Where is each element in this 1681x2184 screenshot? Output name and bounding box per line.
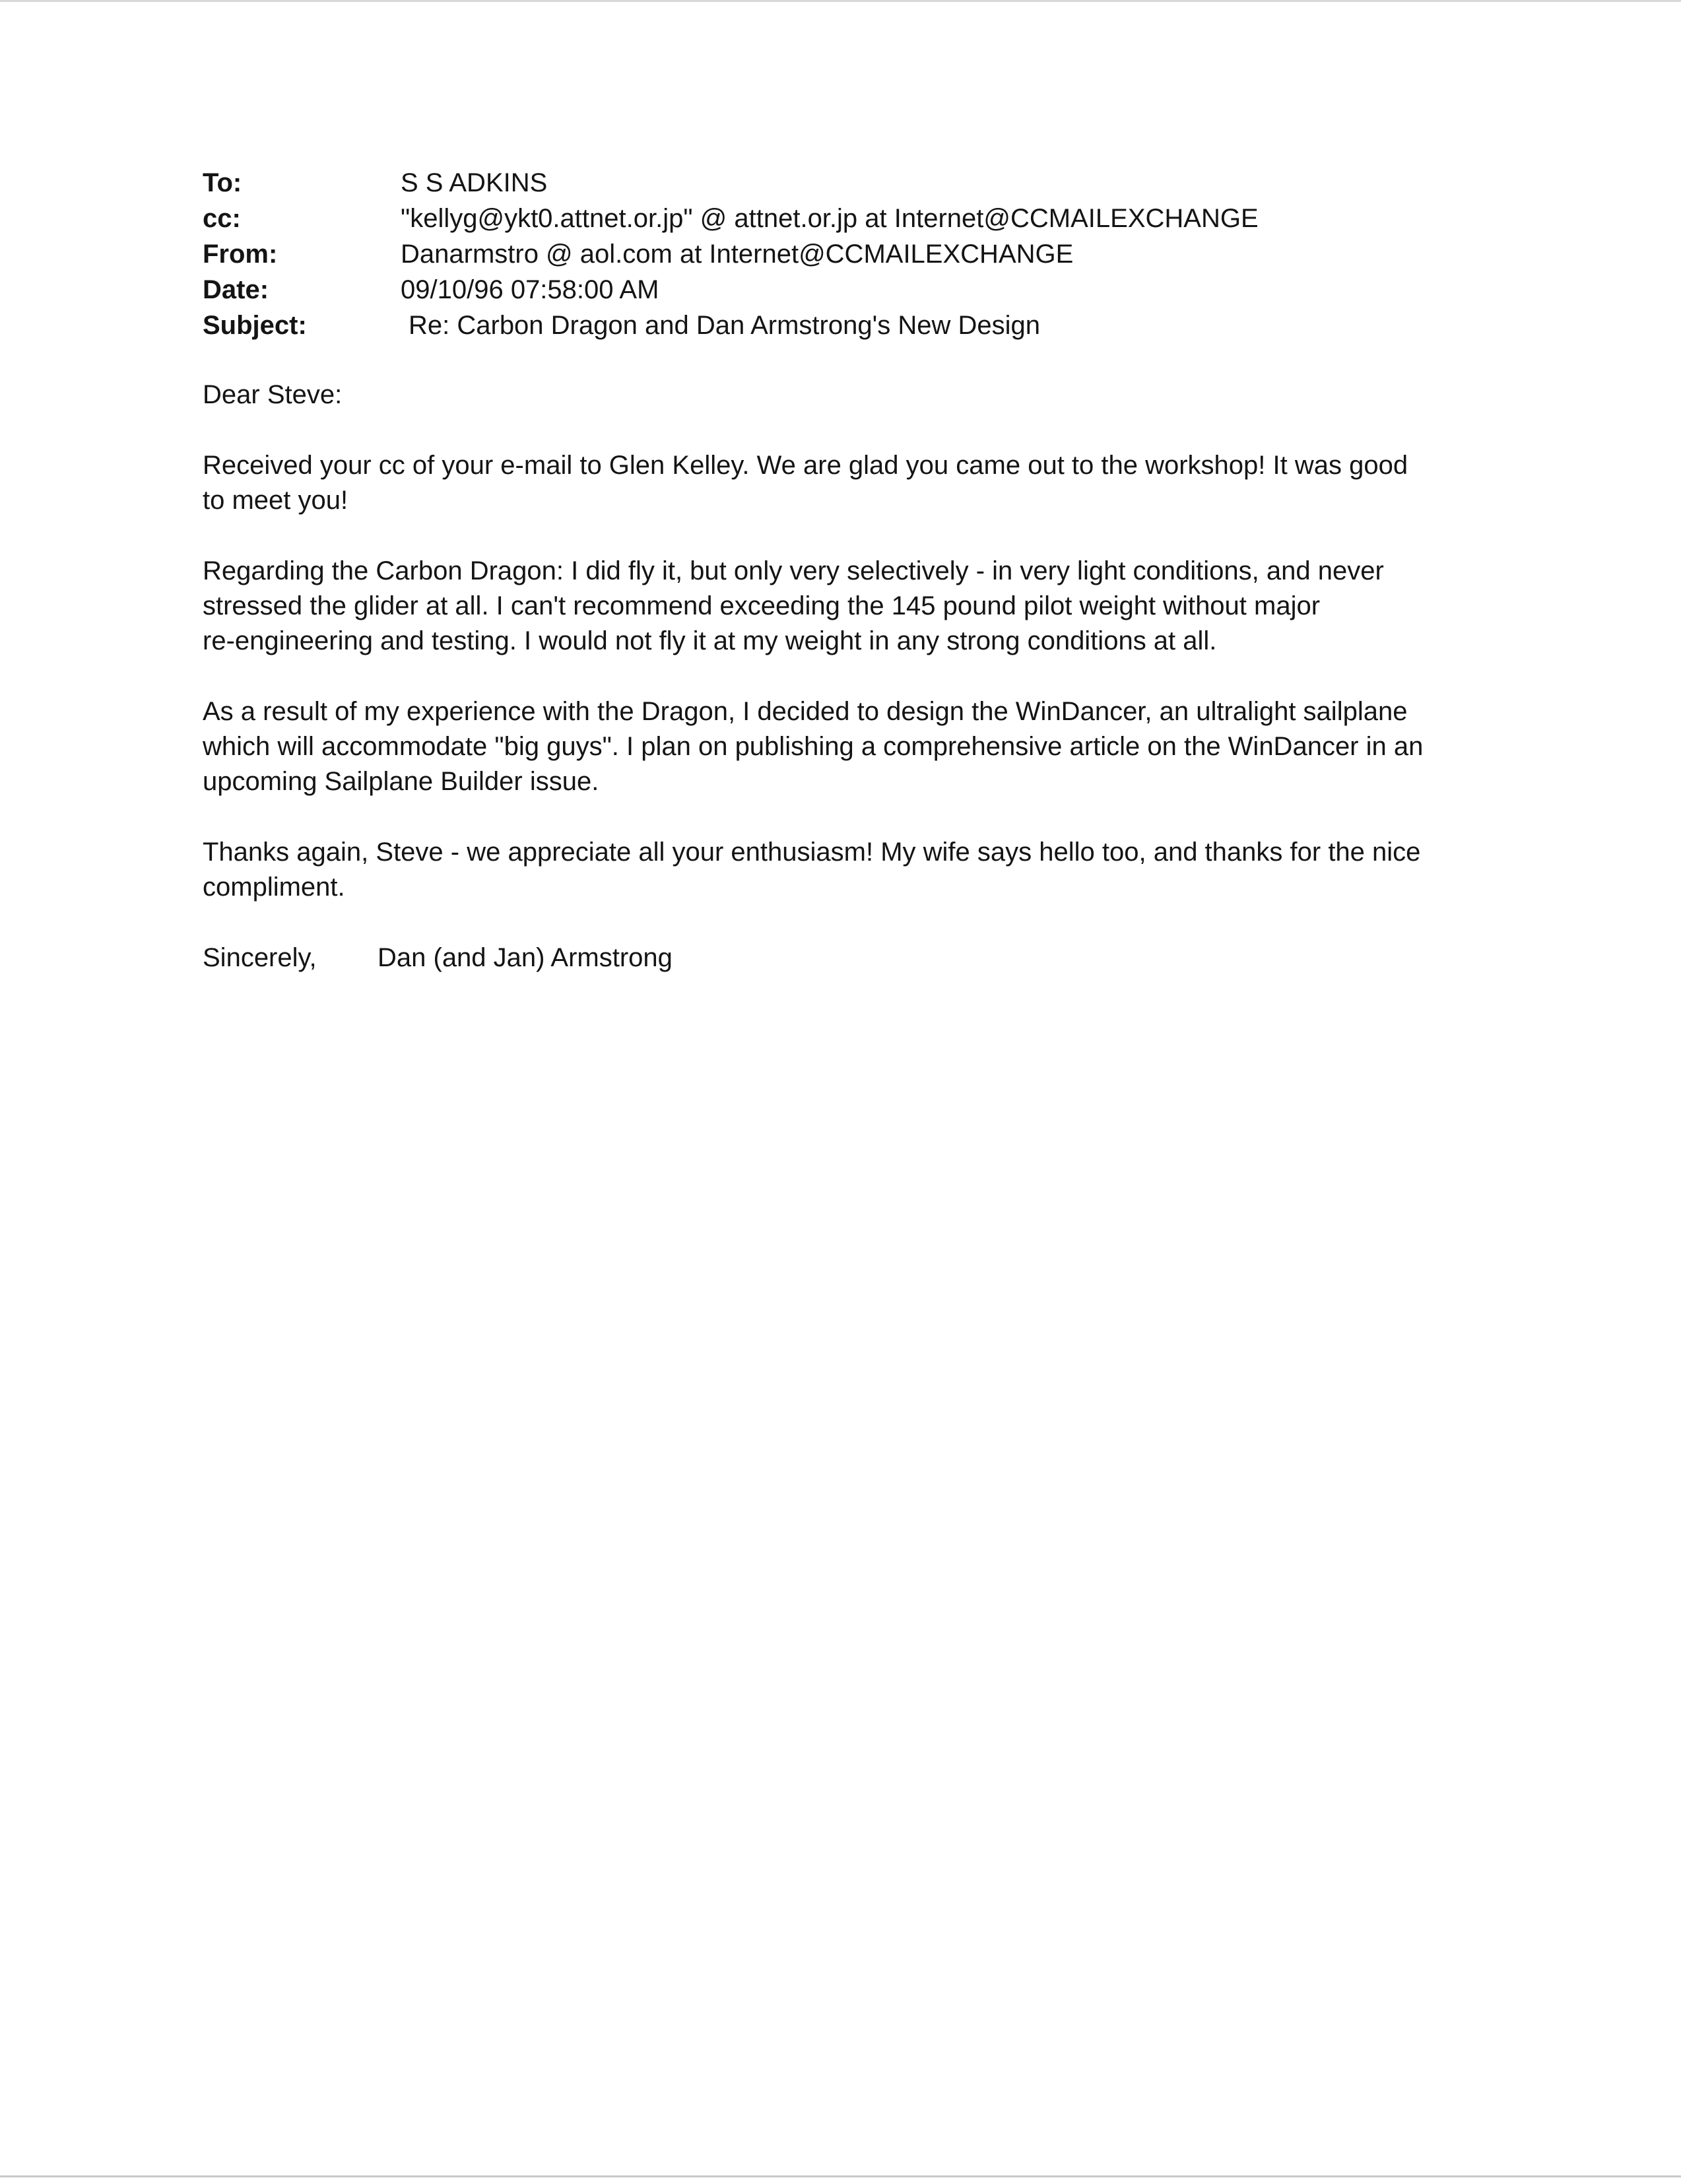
date-label: Date: — [203, 275, 269, 304]
from-value: Danarmstro @ aol.com at Internet@CCMAILEXCHANGE — [401, 240, 1074, 269]
to-row — [203, 165, 1523, 201]
paragraph-line: which will accommodate "big guys". I plan on publishing a comprehensive article on the WinDancer in an — [203, 732, 1424, 761]
paragraph-line: Thanks again, Steve - we appreciate all your enthusiasm! My wife says hello too, and thanks for the nice — [203, 838, 1421, 867]
cc-value: "kellyg@ykt0.attnet.or.jp" @ attnet.or.jp at Internet@CCMAILEXCHANGE — [401, 204, 1259, 233]
paragraph-3 — [203, 694, 1523, 799]
scan-edge-top — [0, 0, 1681, 2]
paragraph-line: Regarding the Carbon Dragon: I did fly it, but only very selectively - in very light conditions, and never — [203, 556, 1384, 585]
to-label: To: — [203, 168, 242, 197]
paragraph-line: to meet you! — [203, 486, 348, 515]
scan-edge-bottom — [0, 2175, 1681, 2177]
email-body — [203, 378, 1523, 976]
paragraph-line: stressed the glider at all. I can't recommend exceeding the 145 pound pilot weight without major — [203, 591, 1321, 620]
paragraph-line: Received your cc of your e-mail to Glen Kelley. We are glad you came out to the workshop! It was good — [203, 451, 1408, 480]
subject-row — [203, 308, 1523, 343]
paragraph-line: re-engineering and testing. I would not fly it at my weight in any strong conditions at all. — [203, 626, 1217, 655]
email-header — [203, 165, 1523, 343]
subject-value: Re: Carbon Dragon and Dan Armstrong's New Design — [409, 311, 1040, 340]
paragraph-1 — [203, 448, 1523, 518]
paragraph-line: upcoming Sailplane Builder issue. — [203, 767, 599, 796]
from-label: From: — [203, 240, 278, 269]
signature-block — [203, 941, 1523, 976]
paragraph-4 — [203, 835, 1523, 905]
cc-row — [203, 201, 1523, 236]
signature-name: Dan (and Jan) Armstrong — [378, 943, 673, 972]
subject-label: Subject: — [203, 311, 307, 340]
paragraph-2 — [203, 554, 1523, 659]
date-row — [203, 272, 1523, 308]
salutation-text: Dear Steve: — [203, 380, 343, 409]
paragraph-line: compliment. — [203, 873, 345, 902]
from-row — [203, 236, 1523, 272]
date-value: 09/10/96 07:58:00 AM — [401, 275, 659, 304]
to-value: S S ADKINS — [401, 168, 548, 197]
closing-text: Sincerely, — [203, 943, 317, 972]
salutation — [203, 378, 1523, 413]
paragraph-line: As a result of my experience with the Dragon, I decided to design the WinDancer, an ultralight sailplane — [203, 697, 1408, 726]
cc-label: cc: — [203, 204, 241, 233]
